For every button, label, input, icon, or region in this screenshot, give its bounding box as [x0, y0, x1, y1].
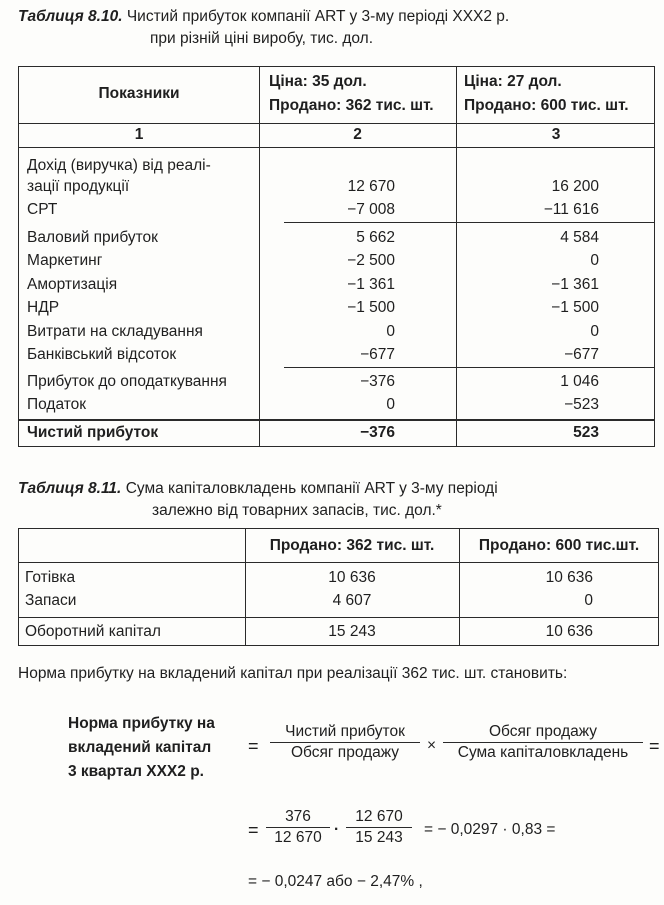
table-net-profit — [18, 66, 655, 447]
row-interest-label: Банківський відсоток — [27, 346, 177, 363]
fraction1-numerator: Чистий прибуток — [270, 722, 420, 743]
row-marketing-v3: 0 — [590, 252, 599, 269]
col-number-3: 3 — [551, 126, 561, 143]
table1-caption-text: Чистий прибуток компанії ART у 3-му періоді XXX2 р. — [126, 8, 510, 25]
t2-row-working-capital-label: Оборотний капітал — [25, 623, 161, 640]
table2-caption-text-line2: залежно від товарних запасів, тис. дол.* — [152, 502, 442, 519]
formula-dot: · — [334, 821, 340, 838]
header-price-27: Ціна: 27 дол. — [464, 73, 562, 90]
row-tax-label: Податок — [27, 396, 87, 413]
table1-caption-label: Таблиця 8.10. — [18, 8, 123, 25]
row-cogs-v2: −7 008 — [347, 201, 395, 218]
row-storage-label: Витрати на складування — [27, 323, 203, 340]
formula-lhs-line1: Норма прибутку на — [68, 715, 215, 732]
row-marketing-label: Маркетинг — [27, 252, 103, 269]
table2-caption-label: Таблиця 8.11. — [18, 480, 122, 497]
row-gross-profit-label: Валовий прибуток — [27, 229, 158, 246]
table2-caption-text: Сума капіталовкладень компанії ART у 3-му періоді — [125, 480, 498, 497]
fraction3-denominator: 12 670 — [274, 829, 322, 846]
header-sold-362: Продано: 362 тис. шт. — [269, 97, 434, 114]
fraction-12670-over-15243 — [346, 807, 412, 848]
row-depreciation-v3: −1 361 — [551, 276, 599, 293]
row-revenue-v3: 16 200 — [551, 178, 599, 195]
t2-row-working-capital-v3: 10 636 — [545, 623, 593, 640]
t2-header-362: Продано: 362 тис. шт. — [269, 537, 435, 554]
t2-row-cash-v2: 10 636 — [328, 569, 376, 586]
row-net-profit-v2: −376 — [360, 424, 395, 441]
row-net-profit-label: Чистий прибуток — [27, 424, 159, 441]
row-gross-profit-v3: 4 584 — [560, 229, 599, 246]
header-sold-600: Продано: 600 тис. шт. — [464, 97, 629, 114]
formula-line3-result: = − 0,0247 або − 2,47% , — [248, 873, 423, 890]
table1-caption — [18, 6, 509, 50]
fraction-376-over-12670 — [266, 807, 330, 848]
row-cogs-label: СРТ — [27, 201, 58, 218]
formula-eq-2: = — [248, 820, 259, 840]
fraction4-denominator: 15 243 — [355, 829, 403, 846]
formula-times: × — [427, 737, 437, 754]
table-capital-investment — [18, 528, 659, 646]
t2-row-inventory-label: Запаси — [25, 592, 77, 609]
col-number-2: 2 — [353, 126, 362, 143]
formula-line2-result: = − 0,0297 · 0,83 = — [424, 821, 556, 838]
t2-row-cash-v3: 10 636 — [545, 569, 593, 586]
row-gross-profit-v2: 5 662 — [356, 229, 395, 246]
header-price-35: Ціна: 35 дол. — [269, 73, 367, 90]
t2-row-inventory-v2: 4 607 — [332, 592, 372, 609]
row-interest-v2: −677 — [360, 346, 395, 363]
header-indicators: Показники — [98, 85, 180, 102]
row-net-profit-v3: 523 — [573, 424, 599, 441]
row-interest-v3: −677 — [564, 346, 599, 363]
col-number-1: 1 — [134, 126, 144, 143]
row-storage-v2: 0 — [386, 323, 395, 340]
row-ebt-label: Прибуток до оподаткування — [27, 373, 227, 390]
row-ebt-v2: −376 — [360, 373, 395, 390]
t2-row-working-capital-v2: 15 243 — [328, 623, 376, 640]
row-rnd-v3: −1 500 — [551, 299, 599, 316]
t2-header-600: Продано: 600 тис.шт. — [478, 537, 640, 554]
fraction3-numerator: 376 — [266, 807, 330, 828]
row-depreciation-v2: −1 361 — [347, 276, 395, 293]
table1-caption-text-line2: при різній ціні виробу, тис. дол. — [150, 30, 374, 47]
fraction-sales-over-investment — [443, 722, 643, 763]
formula-lhs-line3: 3 квартал XXX2 р. — [68, 763, 204, 780]
row-tax-v3: −523 — [564, 396, 599, 413]
row-depreciation-label: Амортизація — [27, 276, 118, 293]
row-revenue-label: зації продукції — [27, 178, 130, 195]
formula-eq-1: = — [248, 736, 259, 756]
row-marketing-v2: −2 500 — [347, 252, 395, 269]
table2-caption — [18, 478, 498, 522]
row-cogs-v3: −11 616 — [543, 201, 599, 218]
t2-row-inventory-v3: 0 — [584, 592, 593, 609]
fraction2-denominator: Сума капіталовкладень — [457, 744, 629, 761]
formula-lhs-line2: вкладений капітал — [68, 739, 212, 756]
fraction-net-profit-over-sales — [270, 722, 420, 763]
row-revenue-label-line1: Дохід (виручка) від реалі- — [27, 157, 211, 174]
fraction4-numerator: 12 670 — [346, 807, 412, 828]
formula-eq-trailing: = — [649, 736, 660, 756]
formula-lhs — [68, 712, 215, 784]
row-tax-v2: 0 — [386, 396, 395, 413]
row-storage-v3: 0 — [590, 323, 599, 340]
row-ebt-v3: 1 046 — [560, 373, 599, 390]
row-revenue-v2: 12 670 — [347, 178, 395, 195]
fraction1-denominator: Обсяг продажу — [290, 744, 400, 761]
row-rnd-v2: −1 500 — [347, 299, 395, 316]
fraction2-numerator: Обсяг продажу — [443, 722, 643, 743]
t2-row-cash-label: Готівка — [25, 569, 76, 586]
row-rnd-label: НДР — [27, 299, 60, 316]
paragraph-roi-intro: Норма прибутку на вкладений капітал при реалізації 362 тис. шт. становить: — [18, 665, 568, 682]
